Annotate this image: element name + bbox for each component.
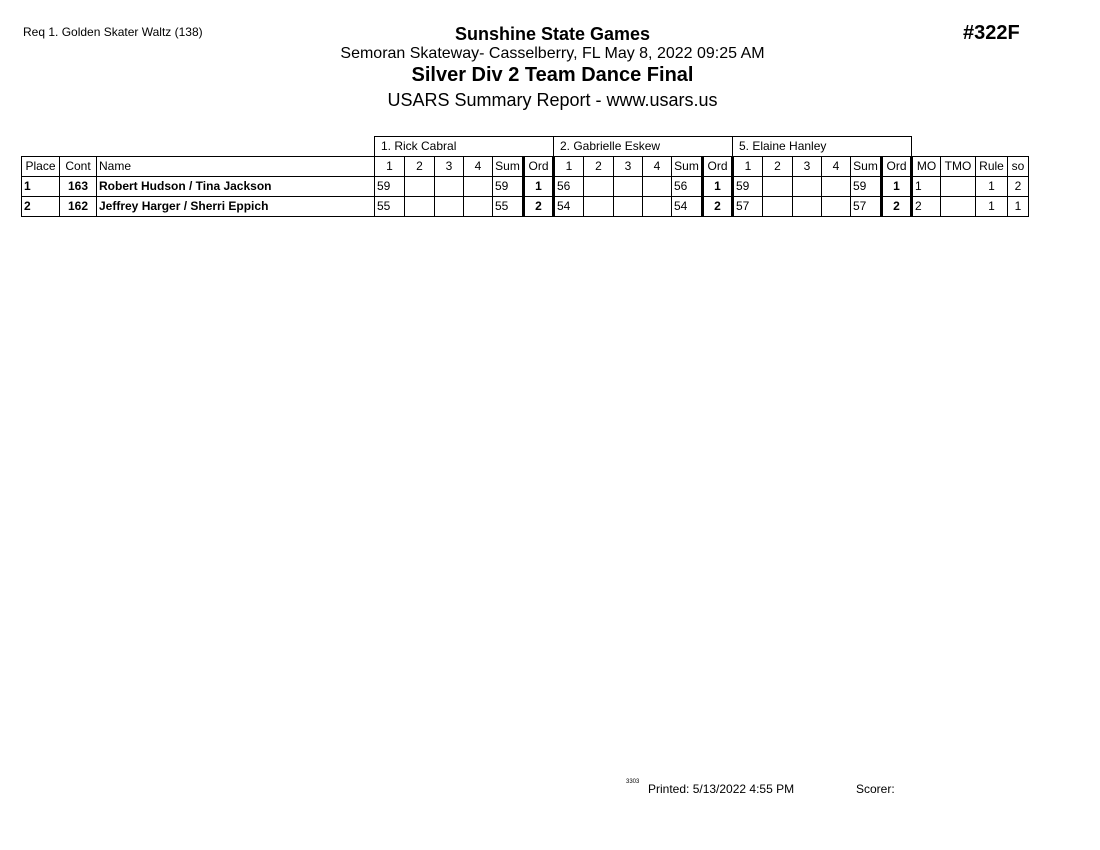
so-cell: 2 <box>1008 177 1029 197</box>
report-title: USARS Summary Report - www.usars.us <box>387 90 718 110</box>
col-header-score-4: 4 <box>643 157 672 177</box>
rule-cell: 1 <box>976 177 1008 197</box>
table-row <box>22 197 1029 217</box>
col-header-cont: Cont <box>60 157 97 177</box>
place-cell: 2 <box>22 197 60 217</box>
scorer-label: Scorer: <box>856 782 895 796</box>
event-title: Sunshine State Games <box>454 24 651 44</box>
score-cell <box>464 197 493 217</box>
results-table <box>21 136 1029 217</box>
col-header-tmo: TMO <box>941 157 976 177</box>
table-row <box>22 177 1029 197</box>
ord-cell: 1 <box>882 177 912 197</box>
score-cell <box>763 177 793 197</box>
col-header-name: Name <box>97 157 375 177</box>
rule-cell: 1 <box>976 197 1008 217</box>
col-header-rule: Rule <box>976 157 1008 177</box>
ord-cell: 2 <box>882 197 912 217</box>
ord-cell: 2 <box>703 197 733 217</box>
col-header-ord: Ord <box>524 157 554 177</box>
score-cell <box>614 177 643 197</box>
score-cell <box>793 197 822 217</box>
ord-cell: 1 <box>524 177 554 197</box>
judge-name: 1. Rick Cabral <box>375 137 554 157</box>
col-header-sum: Sum <box>493 157 524 177</box>
col-header-ord: Ord <box>882 157 912 177</box>
sum-cell: 54 <box>672 197 703 217</box>
sum-cell: 59 <box>493 177 524 197</box>
col-header-score-3: 3 <box>435 157 464 177</box>
sum-cell: 56 <box>672 177 703 197</box>
column-header-row <box>22 157 1029 177</box>
col-header-score-3: 3 <box>614 157 643 177</box>
ord-cell: 2 <box>524 197 554 217</box>
score-cell: 56 <box>554 177 584 197</box>
score-cell <box>763 197 793 217</box>
score-cell <box>643 177 672 197</box>
tmo-cell <box>941 177 976 197</box>
col-header-mo: MO <box>912 157 941 177</box>
score-cell <box>793 177 822 197</box>
score-cell <box>435 177 464 197</box>
col-header-score-4: 4 <box>464 157 493 177</box>
place-cell: 1 <box>22 177 60 197</box>
score-cell <box>464 177 493 197</box>
ord-cell: 1 <box>703 177 733 197</box>
col-header-score-2: 2 <box>763 157 793 177</box>
footer-code: 3303 <box>626 779 640 785</box>
score-cell <box>584 197 614 217</box>
col-header-score-3: 3 <box>793 157 822 177</box>
cont-cell: 162 <box>60 197 97 217</box>
col-header-score-1: 1 <box>733 157 763 177</box>
document-number: #322F <box>963 22 1020 44</box>
score-cell <box>643 197 672 217</box>
score-cell: 59 <box>375 177 405 197</box>
score-cell <box>822 177 851 197</box>
division-title: Silver Div 2 Team Dance Final <box>411 64 694 86</box>
col-header-score-1: 1 <box>554 157 584 177</box>
sum-cell: 59 <box>851 177 882 197</box>
mo-cell: 1 <box>912 177 941 197</box>
col-header-so: so <box>1008 157 1029 177</box>
requirement-label: Req 1. Golden Skater Waltz (138) <box>23 25 203 39</box>
mo-cell: 2 <box>912 197 941 217</box>
score-cell: 59 <box>733 177 763 197</box>
col-header-place: Place <box>22 157 60 177</box>
judge-name: 5. Elaine Hanley <box>733 137 912 157</box>
col-header-score-2: 2 <box>584 157 614 177</box>
name-cell: Robert Hudson / Tina Jackson <box>97 177 375 197</box>
sum-cell: 55 <box>493 197 524 217</box>
score-cell: 54 <box>554 197 584 217</box>
score-cell <box>435 197 464 217</box>
cont-cell: 163 <box>60 177 97 197</box>
judge-name: 2. Gabrielle Eskew <box>554 137 733 157</box>
sum-cell: 57 <box>851 197 882 217</box>
col-header-score-4: 4 <box>822 157 851 177</box>
col-header-score-1: 1 <box>375 157 405 177</box>
score-cell <box>584 177 614 197</box>
col-header-ord: Ord <box>703 157 733 177</box>
score-cell <box>405 177 435 197</box>
score-cell <box>614 197 643 217</box>
printed-timestamp: Printed: 5/13/2022 4:55 PM <box>648 782 795 796</box>
tmo-cell <box>941 197 976 217</box>
score-cell <box>822 197 851 217</box>
judge-header-row <box>22 137 1029 157</box>
score-cell: 57 <box>733 197 763 217</box>
score-cell: 55 <box>375 197 405 217</box>
score-cell <box>405 197 435 217</box>
venue-date-line: Semoran Skateway- Casselberry, FL May 8, 2022 09:25 AM <box>340 45 765 62</box>
col-header-sum: Sum <box>672 157 703 177</box>
so-cell: 1 <box>1008 197 1029 217</box>
col-header-sum: Sum <box>851 157 882 177</box>
name-cell: Jeffrey Harger / Sherri Eppich <box>97 197 375 217</box>
col-header-score-2: 2 <box>405 157 435 177</box>
